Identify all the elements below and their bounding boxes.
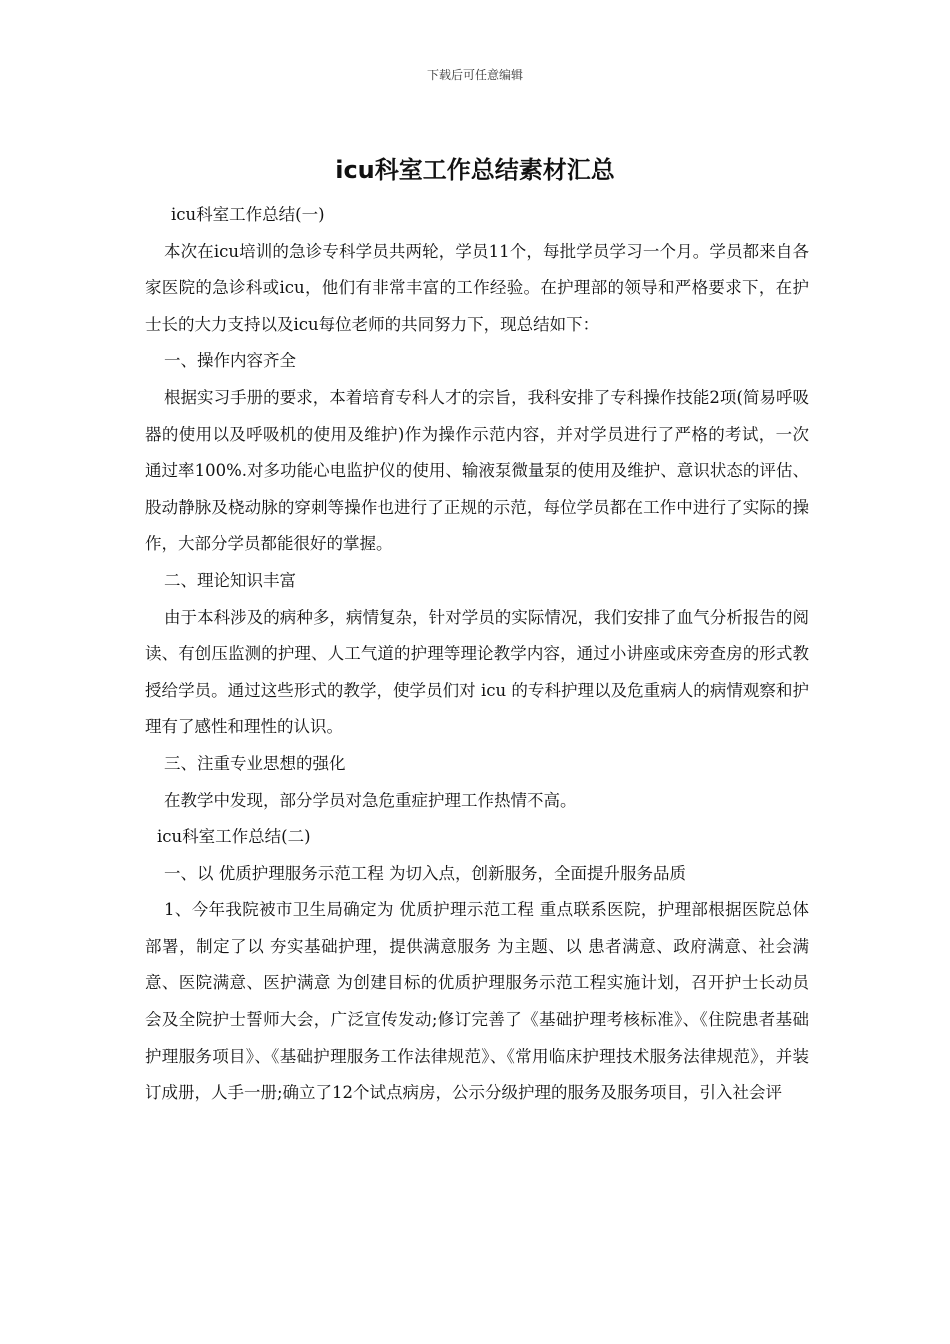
paragraph-quality-service: 1、今年我院被市卫生局确定为 优质护理示范工程 重点联系医院，护理部根据医院总体部署，制定了以 夯实基础护理，提供满意服务 为主题、以 患者满意、政府满意、社会满意、医院满意、医护满意 为创建目标的优质护理服务示范工程实施计划，召开护士长动员会及全院护士誓师大会，广泛宣传发动;修订完善了《基础护理考核标准》、《住院患者基础护理服务项目》、《基础护理服务工作法律规范》、《常用临床护理技术服务法律规范》，并装订成册，人手一册;确立了12个试点病房，公示分级护理的服务及服务项目，引入社会评 — [145, 900, 809, 1103]
section-subtitle-2: icu科室工作总结(二) — [157, 827, 311, 847]
document-title: icu科室工作总结素材汇总 — [335, 156, 615, 184]
document-body — [145, 197, 809, 1112]
paragraph-operations: 根据实习手册的要求，本着培育专科人才的宗旨，我科安排了专科操作技能2项(简易呼吸器的使用以及呼吸机的使用及维护)作为操作示范内容，并对学员进行了严格的考试，一次通过率100%.对多功能心电监护仪的使用、输液泵微量泵的使用及维护、意识状态的评估、股动静脉及桡动脉的穿刺等操作也进行了正规的示范，每位学员都在工作中进行了实际的操作，大部分学员都能很好的掌握。 — [145, 387, 809, 554]
heading-theory: 二、理论知识丰富 — [164, 570, 296, 590]
heading-quality-service: 一、以 优质护理服务示范工程 为切入点，创新服务，全面提升服务品质 — [164, 863, 686, 883]
paragraph-intro: 本次在icu培训的急诊专科学员共两轮，学员11个，每批学员学习一个月。学员都来自各家医院的急诊科或icu，他们有非常丰富的工作经验。在护理部的领导和严格要求下，在护士长的大力支持以及icu每位老师的共同努力下，现总结如下： — [145, 241, 809, 334]
section-subtitle-1: icu科室工作总结(一) — [171, 205, 325, 224]
paragraph-theory: 由于本科涉及的病种多，病情复杂，针对学员的实际情况，我们安排了血气分析报告的阅读、有创压监测的护理、人工气道的护理等理论教学内容，通过小讲座或床旁查房的形式教授给学员。通过这些形式的教学，使学员们对 icu 的专科护理以及危重病人的病情观察和护理有了感性和理性的认识。 — [145, 607, 809, 737]
heading-operations: 一、操作内容齐全 — [164, 351, 296, 371]
heading-professional-thinking: 三、注重专业思想的强化 — [164, 753, 346, 773]
paragraph-professional-thinking: 在教学中发现，部分学员对急危重症护理工作热情不高。 — [164, 790, 577, 810]
header-note: 下载后可任意编辑 — [426, 68, 523, 82]
